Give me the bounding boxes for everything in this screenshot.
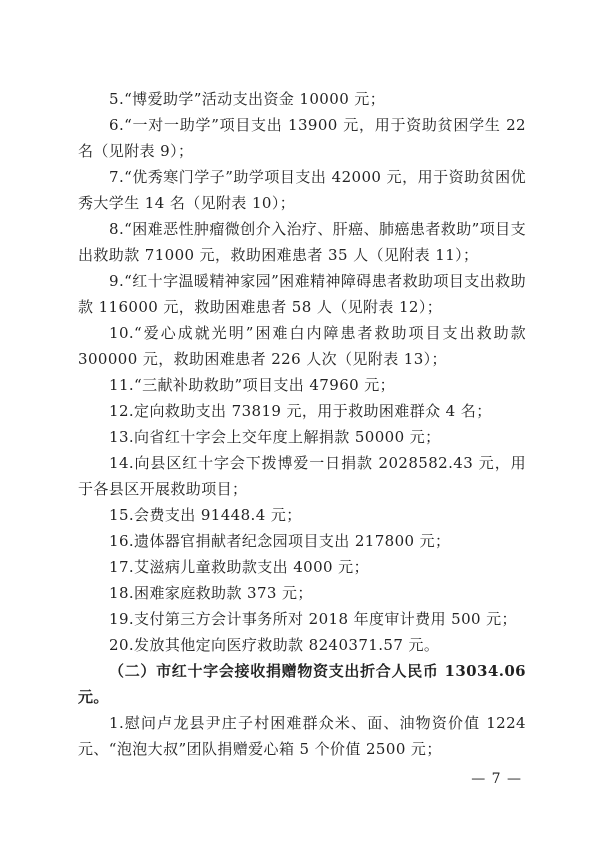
document-body	[78, 86, 526, 762]
expense-item-5: 5.“博爱助学”活动支出资金 10000 元；	[109, 90, 386, 108]
expense-item-11: 11.“三献补助救助”项目支出 47960 元；	[109, 376, 396, 394]
page-number: — 7 —	[471, 771, 522, 787]
section-heading-2: （二）市红十字会接收捐赠物资支出折合人民币 13034.06 元。	[78, 662, 526, 706]
expense-item-6: 6.“一对一助学”项目支出 13900 元，用于资助贫困学生 22 名（见附表 9）；	[78, 116, 526, 160]
expense-item-20: 20.发放其他定向医疗救助款 8240371.57 元。	[109, 636, 440, 654]
expense-item-9: 9.“红十字温暖精神家园”困难精神障碍患者救助项目支出救助款 116000 元，救助困难患者 58 人（见附表 12）；	[78, 272, 526, 316]
expense-item-18: 18.困难家庭救助款 373 元；	[109, 584, 313, 602]
expense-item-10: 10.“爱心成就光明”困难白内障患者救助项目支出救助款 300000 元，救助困难患者 226 人次（见附表 13）；	[78, 324, 526, 368]
expense-item-7: 7.“优秀寒门学子”助学项目支出 42000 元，用于资助贫困优秀大学生 14 名（见附表 10）；	[78, 168, 526, 212]
expense-item-19: 19.支付第三方会计事务所对 2018 年度审计费用 500 元；	[109, 610, 517, 628]
expense-item-8: 8.“困难恶性肿瘤微创介入治疗、肝癌、肺癌患者救助”项目支出救助款 71000 元，救助困难患者 35 人（见附表 11）；	[78, 220, 526, 264]
expense-item-17: 17.艾滋病儿童救助款支出 4000 元；	[109, 558, 369, 576]
material-item-1: 1.慰问卢龙县尹庄子村困难群众米、面、油物资价值 1224 元、“泡泡大叔”团队捐赠爱心箱 5 个价值 2500 元；	[78, 714, 526, 758]
expense-item-16: 16.遗体器官捐献者纪念园项目支出 217800 元；	[109, 532, 451, 550]
expense-item-12: 12.定向救助支出 73819 元，用于救助困难群众 4 名；	[109, 402, 492, 420]
expense-item-13: 13.向省红十字会上交年度上解捐款 50000 元；	[109, 428, 441, 446]
expense-item-15: 15.会费支出 91448.4 元；	[109, 506, 302, 524]
expense-item-14: 14.向县区红十字会下拨博爱一日捐款 2028582.43 元，用于各县区开展救助项目；	[78, 454, 526, 498]
